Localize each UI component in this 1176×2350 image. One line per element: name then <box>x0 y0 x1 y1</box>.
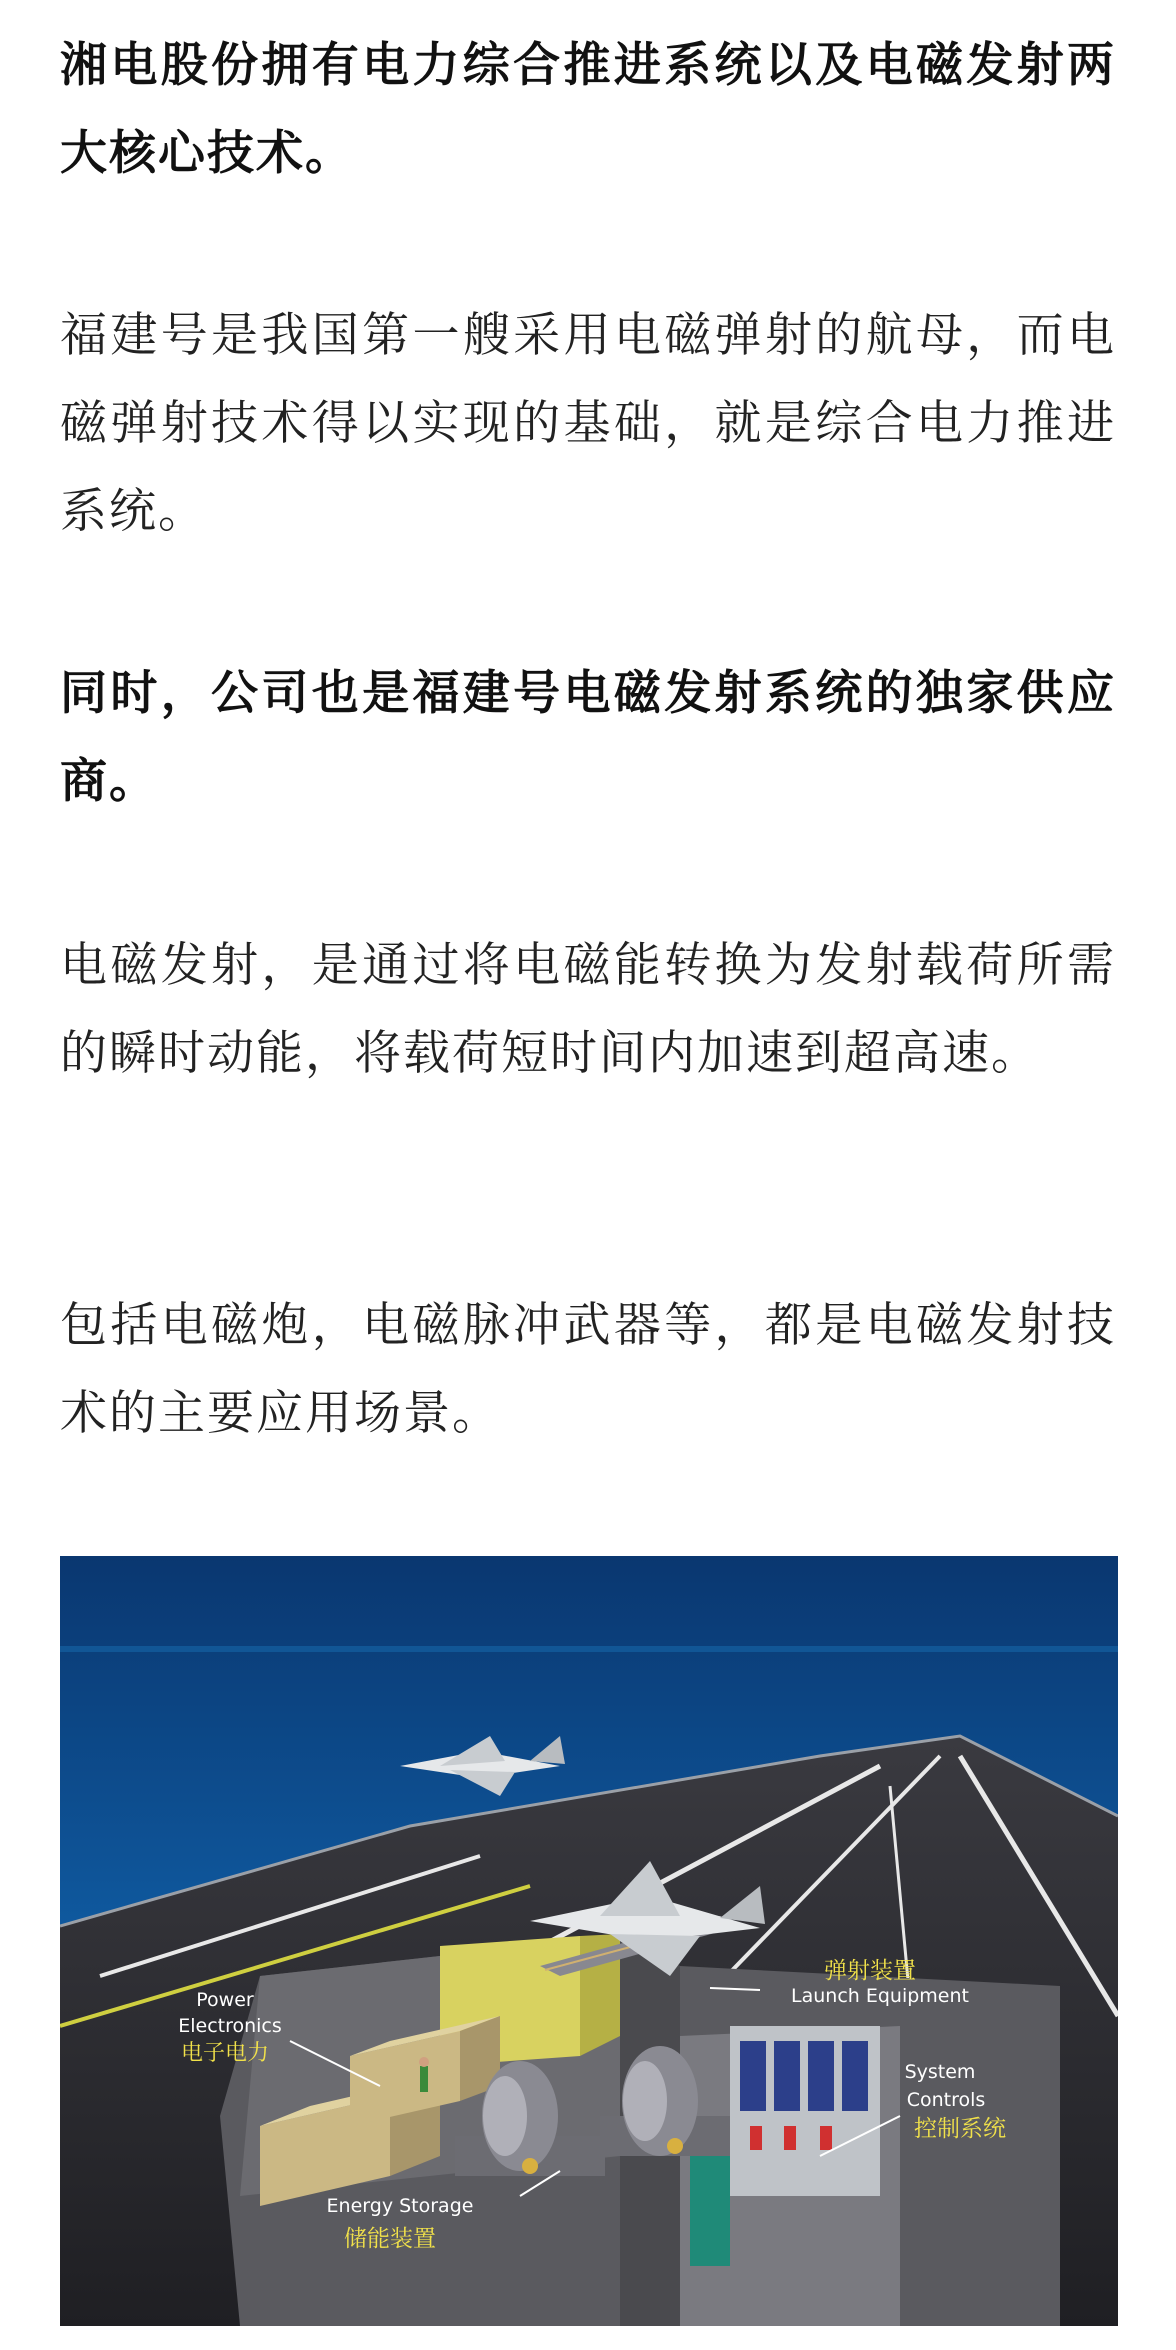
label-system-zh: 控制系统 <box>914 2116 1006 2142</box>
paragraph-1: 湘电股份拥有电力综合推进系统以及电磁发射两大核心技术。 <box>60 38 1116 181</box>
label-energy-zh: 储能装置 <box>344 2226 436 2252</box>
paragraph-4: 电磁发射，是通过将电磁能转换为发射载荷所需的瞬时动能，将载荷短时间内加速到超高速。 <box>60 938 1116 1081</box>
paragraph-3: 同时，公司也是福建号电磁发射系统的独家供应商。 <box>60 666 1116 809</box>
emals-illustration <box>60 1556 1118 2326</box>
label-power-zh: 电子电力 <box>180 2041 270 2066</box>
label-power-en-1: Power <box>196 1989 254 2011</box>
label-energy-en: Energy Storage <box>326 2195 474 2217</box>
paragraph-5: 包括电磁炮，电磁脉冲武器等，都是电磁发射技术的主要应用场景。 <box>60 1298 1116 1441</box>
label-system-en-1: System <box>904 2061 976 2083</box>
label-power-en-2: Electronics <box>178 2015 282 2037</box>
label-launch-zh: 弹射装置 <box>824 1958 916 1984</box>
label-launch-en: Launch Equipment <box>791 1985 969 2007</box>
paragraph-2: 福建号是我国第一艘采用电磁弹射的航母，而电磁弹射技术得以实现的基础，就是综合电力推进系统。 <box>60 308 1116 539</box>
label-system-en-2: Controls <box>906 2089 986 2111</box>
